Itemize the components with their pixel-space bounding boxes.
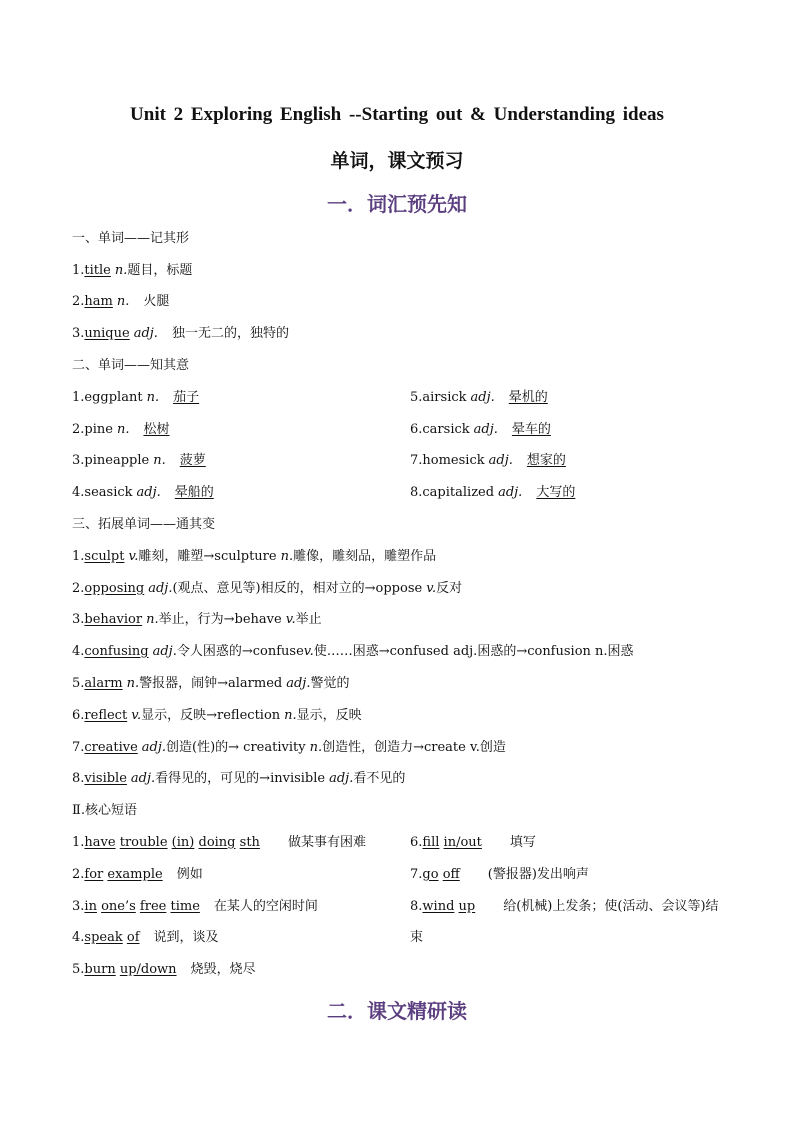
list-item: 1.eggplant n. 茄子	[72, 390, 200, 405]
list-item-wrap: 束	[410, 930, 424, 945]
list-item: 3.in one’s free time 在某人的空闲时间	[72, 899, 318, 914]
list-item: 7.creative adj.创造(性)的→ creativity n.创造性，创造力→create v.创造	[72, 740, 506, 755]
list-item: 6.fill in/out 填写	[410, 835, 536, 850]
list-item: 5.burn up/down 烧毁，烧尽	[72, 962, 256, 977]
list-item: 3.unique adj. 独一无二的，独特的	[72, 326, 289, 341]
list-item: 4.confusing adj.令人困惑的→confusev.使……困惑→confused adj.困惑的→confusion n.困惑	[72, 644, 634, 659]
list-item: 1.title n.题目，标题	[72, 263, 193, 278]
list-item: 3.pineapple n. 菠萝	[72, 453, 206, 468]
list-item: 1.have trouble (in) doing sth 做某事有困难	[72, 835, 366, 850]
list-item: 2.for example 例如	[72, 867, 203, 882]
part2-heading: 二、单词——知其意	[72, 358, 190, 373]
list-item: 8.visible adj.看得见的，可见的→invisible adj.看不见的	[72, 771, 406, 786]
list-item: 3.behavior n.举止，行为→behave v.举止	[72, 612, 322, 627]
section-heading-vocabulary: 一．词汇预先知	[327, 192, 467, 216]
list-item: 6.carsick adj. 晕车的	[410, 422, 551, 437]
list-item: 6.reflect v.显示，反映→reflection n.显示，反映	[72, 708, 362, 723]
list-item: 2.pine n. 松树	[72, 422, 170, 437]
list-item: 4.seasick adj. 晕船的	[72, 485, 214, 500]
part3-heading: 三、拓展单词——通其变	[72, 517, 216, 532]
section-heading-reading: 二．课文精研读	[327, 999, 467, 1023]
list-item: 2.opposing adj.(观点、意见等)相反的，相对立的→oppose v.反对	[72, 581, 463, 596]
list-item: 8.wind up 给(机械)上发条；使(活动、会议等)结	[410, 899, 719, 914]
list-item: 5.alarm n.警报器，闹钟→alarmed adj.警觉的	[72, 676, 350, 691]
list-item: 4.speak of 说到，谈及	[72, 930, 219, 945]
part1-heading: 一、单词——记其形	[72, 231, 190, 246]
list-item: 2.ham n. 火腿	[72, 294, 170, 309]
page-subtitle: 单词，课文预习	[330, 150, 464, 172]
part4-heading: Ⅱ.核心短语	[72, 803, 137, 818]
list-item: 5.airsick adj. 晕机的	[410, 390, 548, 405]
page-title: Unit 2 Exploring English --Starting out & Understanding ideas	[130, 104, 664, 125]
list-item: 7.homesick adj. 想家的	[410, 453, 566, 468]
list-item: 7.go off (警报器)发出响声	[410, 867, 589, 882]
list-item: 8.capitalized adj. 大写的	[410, 485, 576, 500]
list-item: 1.sculpt v.雕刻，雕塑→sculpture n.雕像，雕刻品，雕塑作品	[72, 549, 437, 564]
